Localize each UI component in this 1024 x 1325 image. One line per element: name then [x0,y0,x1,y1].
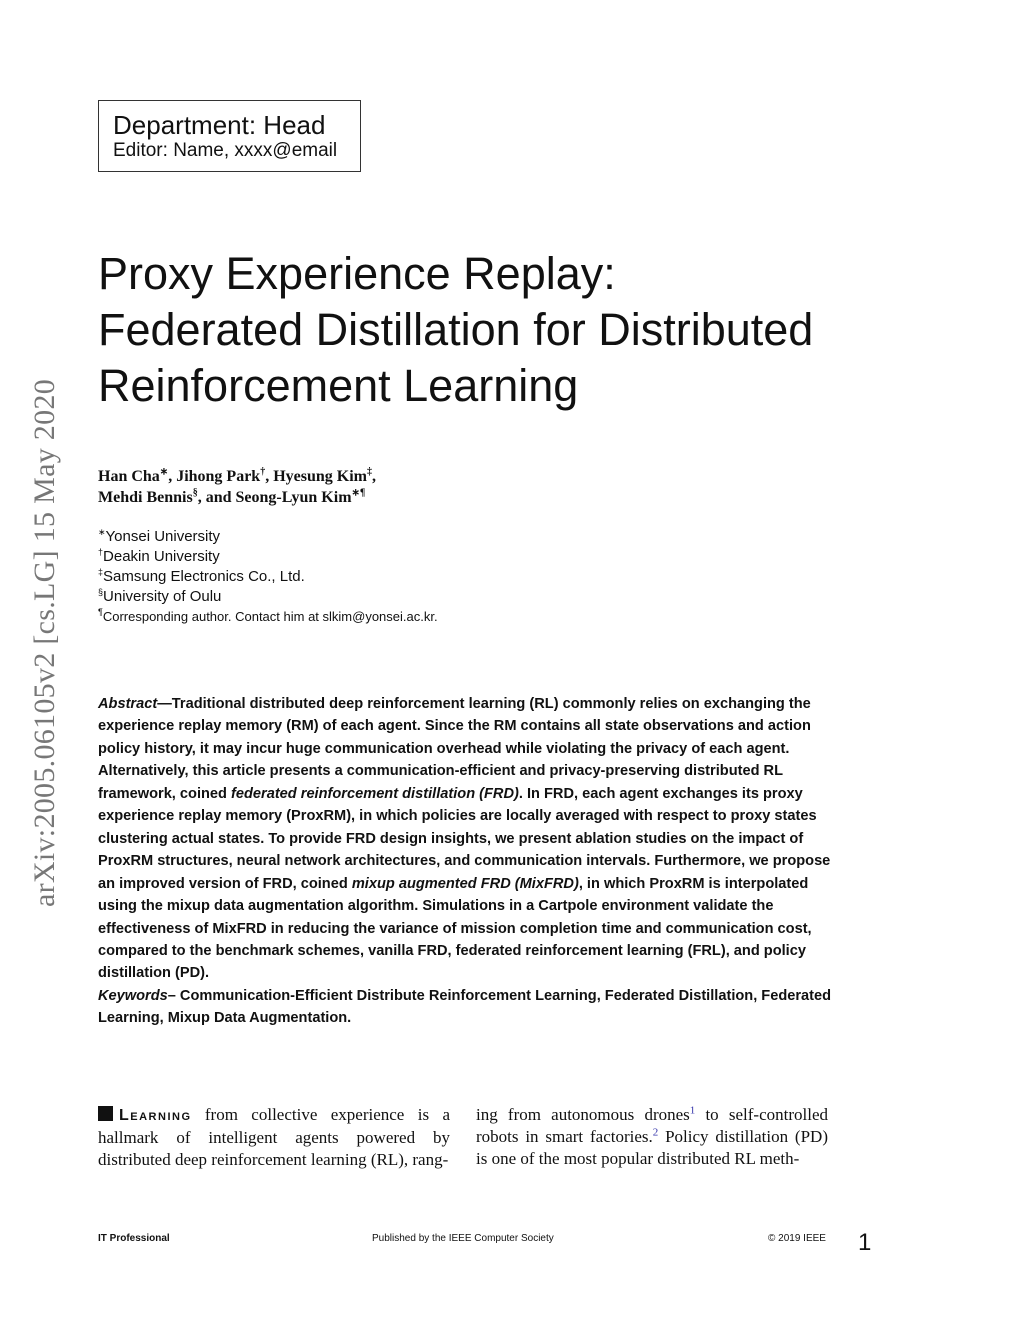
abstract-emphasis: mixup augmented FRD (MixFRD) [351,875,579,892]
affiliation-item [98,607,798,627]
lead-word: Learning [119,1107,192,1124]
affiliation-mark: ‡ [98,567,104,577]
author-name: Jihong Park [176,468,261,485]
author-mark: ∗ [159,466,169,478]
author-list [98,466,798,508]
author-name: Mehdi Bennis [98,489,193,506]
abstract-text: , in which ProxRM is interpolated using the mixup data augmentation algorithm. Simulations in a Cartpole environment validate the effectiveness of MixFRD in reducing the variance of mission completion time and communication cost, compared to the benchmark schemes, vanilla FRD, federated reinforcement learning (FRL), and policy distillation (PD). [98,875,812,982]
department-head: Department: Head [113,110,326,140]
section-start-square-icon [98,1106,113,1121]
keywords-text: Communication-Efficient Distribute Reinforcement Learning, Federated Distillation, Federated Learning, Mixup Data Augmentation. [98,987,832,1027]
affiliation-item [98,587,798,607]
footer-copyright: © 2019 IEEE [768,1233,826,1244]
affiliation-text: Deakin University [103,548,220,565]
affiliation-item [98,527,798,547]
footnote-ref-link[interactable]: 1 [689,1104,696,1117]
footnote-ref-link[interactable]: 2 [652,1126,659,1139]
abstract-text: . In FRD, each agent exchanges its proxy experience replay memory (ProxRM), in which policies are locally averaged with respect to proxy states clustering actual states. To provide FRD design insights, we present ablation studies on the impact of ProxRM structures, neural network architectures, and communication intervals. Furthermore, we propose an improved version of FRD, coined [98,785,831,892]
title-line: Federated Distillation for Distributed [98,304,814,355]
author-separator: , [372,468,376,485]
affiliation-text: Yonsei University [105,528,221,545]
author-line [98,487,798,508]
affiliation-mark: § [98,587,104,597]
affiliation-item [98,567,798,587]
author-mark: ‡ [367,466,372,478]
affiliation-list [98,527,798,627]
title-line: Reinforcement Learning [98,360,579,411]
body-text: to self-controlled robots in smart factories. [476,1105,828,1146]
footer-journal: IT Professional [98,1233,170,1244]
affiliation-text: Corresponding author. Contact him at slkim@yonsei.ac.kr. [102,609,438,624]
keywords-label: Keywords [98,987,168,1004]
arxiv-identifier-text: arXiv:2005.06105v2 [cs.LG] 15 May 2020 [28,378,61,907]
footer-publisher: Published by the IEEE Computer Society [372,1233,554,1244]
author-separator: , [265,468,274,485]
affiliation-mark: ∗ [98,527,106,537]
page-number: 1 [858,1229,872,1256]
author-mark: ∗¶ [351,487,366,499]
title-line: Proxy Experience Replay: [98,248,616,299]
body-text: ing from autonomous drones [476,1105,690,1124]
abstract-label: Abstract [98,696,158,712]
keywords-paragraph [98,985,834,1030]
affiliation-mark: ¶ [98,607,103,617]
author-separator: , and [197,489,236,506]
affiliation-text: Samsung Electronics Co., Ltd. [103,568,305,585]
paper-title [98,246,898,414]
affiliation-mark: † [98,547,104,557]
author-mark: † [260,466,266,478]
author-mark: § [192,487,198,499]
body-text: from collective experience is a hallmark of intelligent agents powered by distributed deep reinforcement learning (RL), rang- [98,1105,450,1169]
affiliation-item [98,547,798,567]
author-line [98,466,798,487]
abstract-paragraph [98,693,834,985]
author-separator: , [168,468,177,485]
department-editor: Editor: Name, xxxx@email [113,140,338,161]
body-text: Policy distillation (PD) is one of the most popular distributed RL meth- [476,1127,828,1168]
abstract-dash: — [157,696,172,712]
body-column-right [476,1104,828,1170]
abstract-text: Traditional distributed deep reinforcement learning (RL) commonly relies on exchanging the experience replay memory (RM) of each agent. Since the RM contains all state observations and action policy history, it may incur huge communication overhead while violating the privacy of each agent. Alternatively, this article presents a communication-efficient and privacy-preserving distributed RL framework, coined [98,696,811,802]
author-name: Han Cha [98,468,160,485]
arxiv-identifier-stamp [29,345,61,940]
author-name: Seong-Lyun Kim [235,489,352,506]
department-box [98,100,361,172]
affiliation-text: University of Oulu [103,588,222,605]
abstract-emphasis: federated reinforcement distillation (FRD) [231,785,519,802]
body-column-left [98,1104,450,1171]
author-name: Hyesung Kim [273,468,367,485]
keywords-dash: – [167,987,180,1004]
abstract-section [98,693,834,1030]
